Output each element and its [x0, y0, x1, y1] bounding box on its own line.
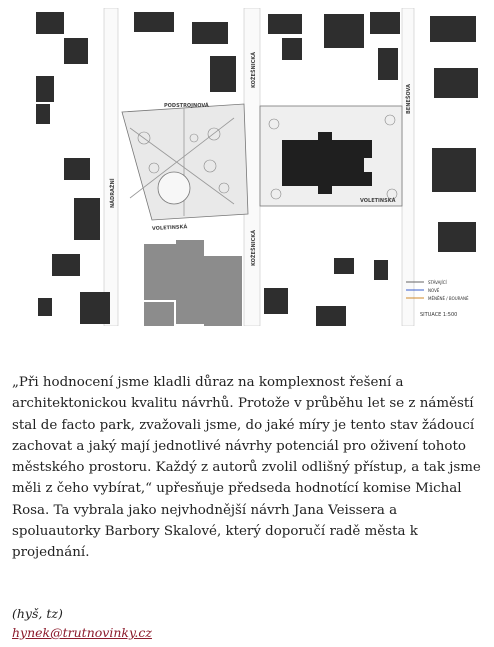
article-body [12, 372, 486, 564]
street-label-west: NÁDRAŽNÍ [110, 178, 116, 208]
street-label-square-north: PODSTROJNOVÁ [164, 103, 209, 109]
site-plan-image [34, 8, 481, 326]
street-label-south-left: VOLETINSKÁ [151, 224, 188, 232]
article-paragraph: „Při hodnocení jsme kladli důraz na komplexnost řešení a architektonickou kvalitu návrhů. Protože v průběhu let se z náměstí stal de facto park, zvažovali jsme, do jaké míry je tento stav žádoucí zachovat a jaký mají jednotlivé návrhy potenciál pro oživení tohoto městského prostoru. Každý z autorů zvolil odlišný přístup, a tak jsme měli z čeho vybírat,“ upřesňuje předseda hodnotící komise Michal Rosa. Ta vybrala jako nejvhodnější návrh Jana Veissera a spoluautorky Barbory Skalové, který doporučí radě města k projednání. [12, 375, 481, 561]
byline-authors: (hyš, tz) [12, 606, 63, 621]
byline [12, 604, 152, 642]
street-label-east: BENEŠOVA [406, 84, 412, 114]
legend-new: NOVÉ [428, 288, 440, 293]
legend-existing: STÁVAJÍCÍ [428, 280, 447, 285]
map-scale-label: SITUACE 1:500 [420, 312, 458, 318]
street-label-north: KOŽEŠNICKÁ [251, 51, 257, 88]
street-label-church: VOLETINSKÁ [360, 198, 396, 204]
street-label-south-mid: KOŽEŠNICKÁ [251, 229, 257, 266]
site-plan-drawing [34, 8, 481, 326]
author-email-link[interactable]: hynek@trutnovinky.cz [12, 625, 152, 640]
legend-changed: MĚNĚNÉ / BOURANÉ [428, 296, 469, 301]
